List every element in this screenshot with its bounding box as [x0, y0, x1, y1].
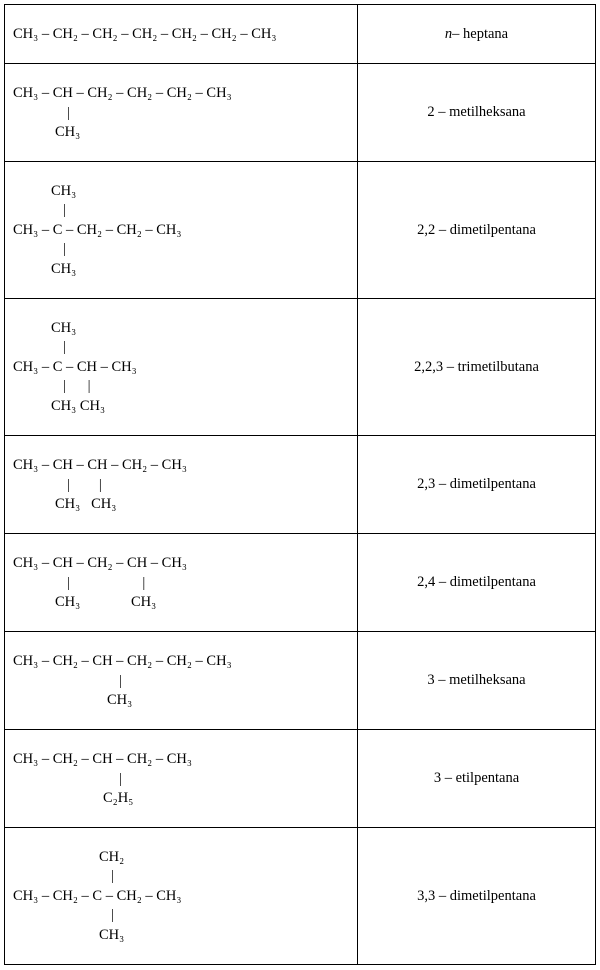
compound-name: 3 – etilpentana: [433, 770, 520, 786]
bond-line: |: [119, 673, 122, 689]
table-row: [5, 534, 596, 632]
compound-name-prefix: n: [444, 25, 453, 42]
substituent-line: CH₃: [55, 124, 81, 140]
substituent-line: C₂H₅: [103, 790, 134, 806]
name-cell: [358, 5, 596, 64]
compound-name: 3,3 – dimetilpentana: [417, 887, 536, 904]
compound-name: 2 – metilheksana: [427, 104, 526, 120]
structure-cell: [5, 5, 358, 64]
substituent-line: CH₃ CH₃: [51, 398, 106, 414]
structure-line: CH₃ – CH₂ – CH – CH₂ – CH₃: [13, 751, 192, 767]
compound-name: 2,3 – dimetilpentana: [417, 476, 536, 492]
compound-name: 2,2,3 – trimetilbutana: [414, 358, 539, 375]
compound-name: 2,2 – dimetilpentana: [417, 221, 536, 238]
bond-line: |: [63, 339, 66, 355]
structure-line: CH₃ – C – CH – CH₃: [13, 359, 137, 375]
substituent-line: CH₃ CH₃: [55, 594, 157, 610]
structure-line: CH₃ – C – CH₂ – CH₂ – CH₃: [13, 222, 182, 238]
structure-cell: [5, 436, 358, 534]
isomer-table: [4, 4, 596, 965]
name-cell: [358, 436, 596, 534]
bond-line: |: [67, 105, 70, 121]
structure-cell: [5, 730, 358, 828]
structure-line: CH₃ – CH₂ – C – CH₂ – CH₃: [13, 888, 182, 904]
table-row: [5, 64, 596, 162]
structure-cell: [5, 828, 358, 965]
name-cell: [358, 162, 596, 299]
table-row: [5, 730, 596, 828]
name-cell: [358, 730, 596, 828]
substituent-line: CH₃: [107, 692, 133, 708]
bond-line: |: [63, 202, 66, 218]
bond-line: | |: [67, 477, 102, 493]
table-row: [5, 162, 596, 299]
bond-line: |: [111, 907, 114, 923]
table-row: [5, 632, 596, 730]
bond-line: |: [111, 868, 114, 884]
substituent-line: CH₃: [51, 183, 77, 199]
table-row: [5, 5, 596, 64]
table-row: [5, 436, 596, 534]
structure-line: CH₃ – CH – CH₂ – CH₂ – CH₂ – CH₃: [13, 85, 232, 101]
substituent-line: CH₃: [99, 927, 125, 943]
structure-cell: [5, 534, 358, 632]
compound-name: 2,4 – dimetilpentana: [417, 574, 536, 590]
name-cell: [358, 828, 596, 965]
compound-name-text: – heptana: [452, 25, 509, 42]
structure-cell: [5, 632, 358, 730]
name-cell: [358, 299, 596, 436]
structure-line: CH₃ – CH₂ – CH – CH₂ – CH₂ – CH₃: [13, 653, 232, 669]
substituent-line: CH₃: [51, 320, 77, 336]
name-cell: [358, 632, 596, 730]
name-cell: [358, 64, 596, 162]
bond-line: |: [63, 241, 66, 257]
structure-line: CH₃ – CH – CH₂ – CH – CH₃: [13, 555, 187, 571]
name-cell: [358, 534, 596, 632]
compound-name: [445, 26, 508, 43]
structure-cell: [5, 299, 358, 436]
structure-cell: [5, 162, 358, 299]
bond-line: |: [119, 771, 122, 787]
bond-line: | |: [63, 378, 91, 394]
substituent-line: CH₃ CH₃: [55, 496, 117, 512]
compound-name: 3 – metilheksana: [427, 672, 526, 688]
substituent-line: CH₃: [51, 261, 77, 277]
bond-line: | |: [67, 575, 146, 591]
structure-line: CH₃ – CH₂ – CH₂ – CH₂ – CH₂ – CH₂ – CH₃: [13, 26, 277, 42]
table-row: [5, 299, 596, 436]
structure-line: CH₃ – CH – CH – CH₂ – CH₃: [13, 457, 187, 473]
substituent-line: CH₂: [99, 849, 125, 865]
structure-cell: [5, 64, 358, 162]
table-row: [5, 828, 596, 965]
